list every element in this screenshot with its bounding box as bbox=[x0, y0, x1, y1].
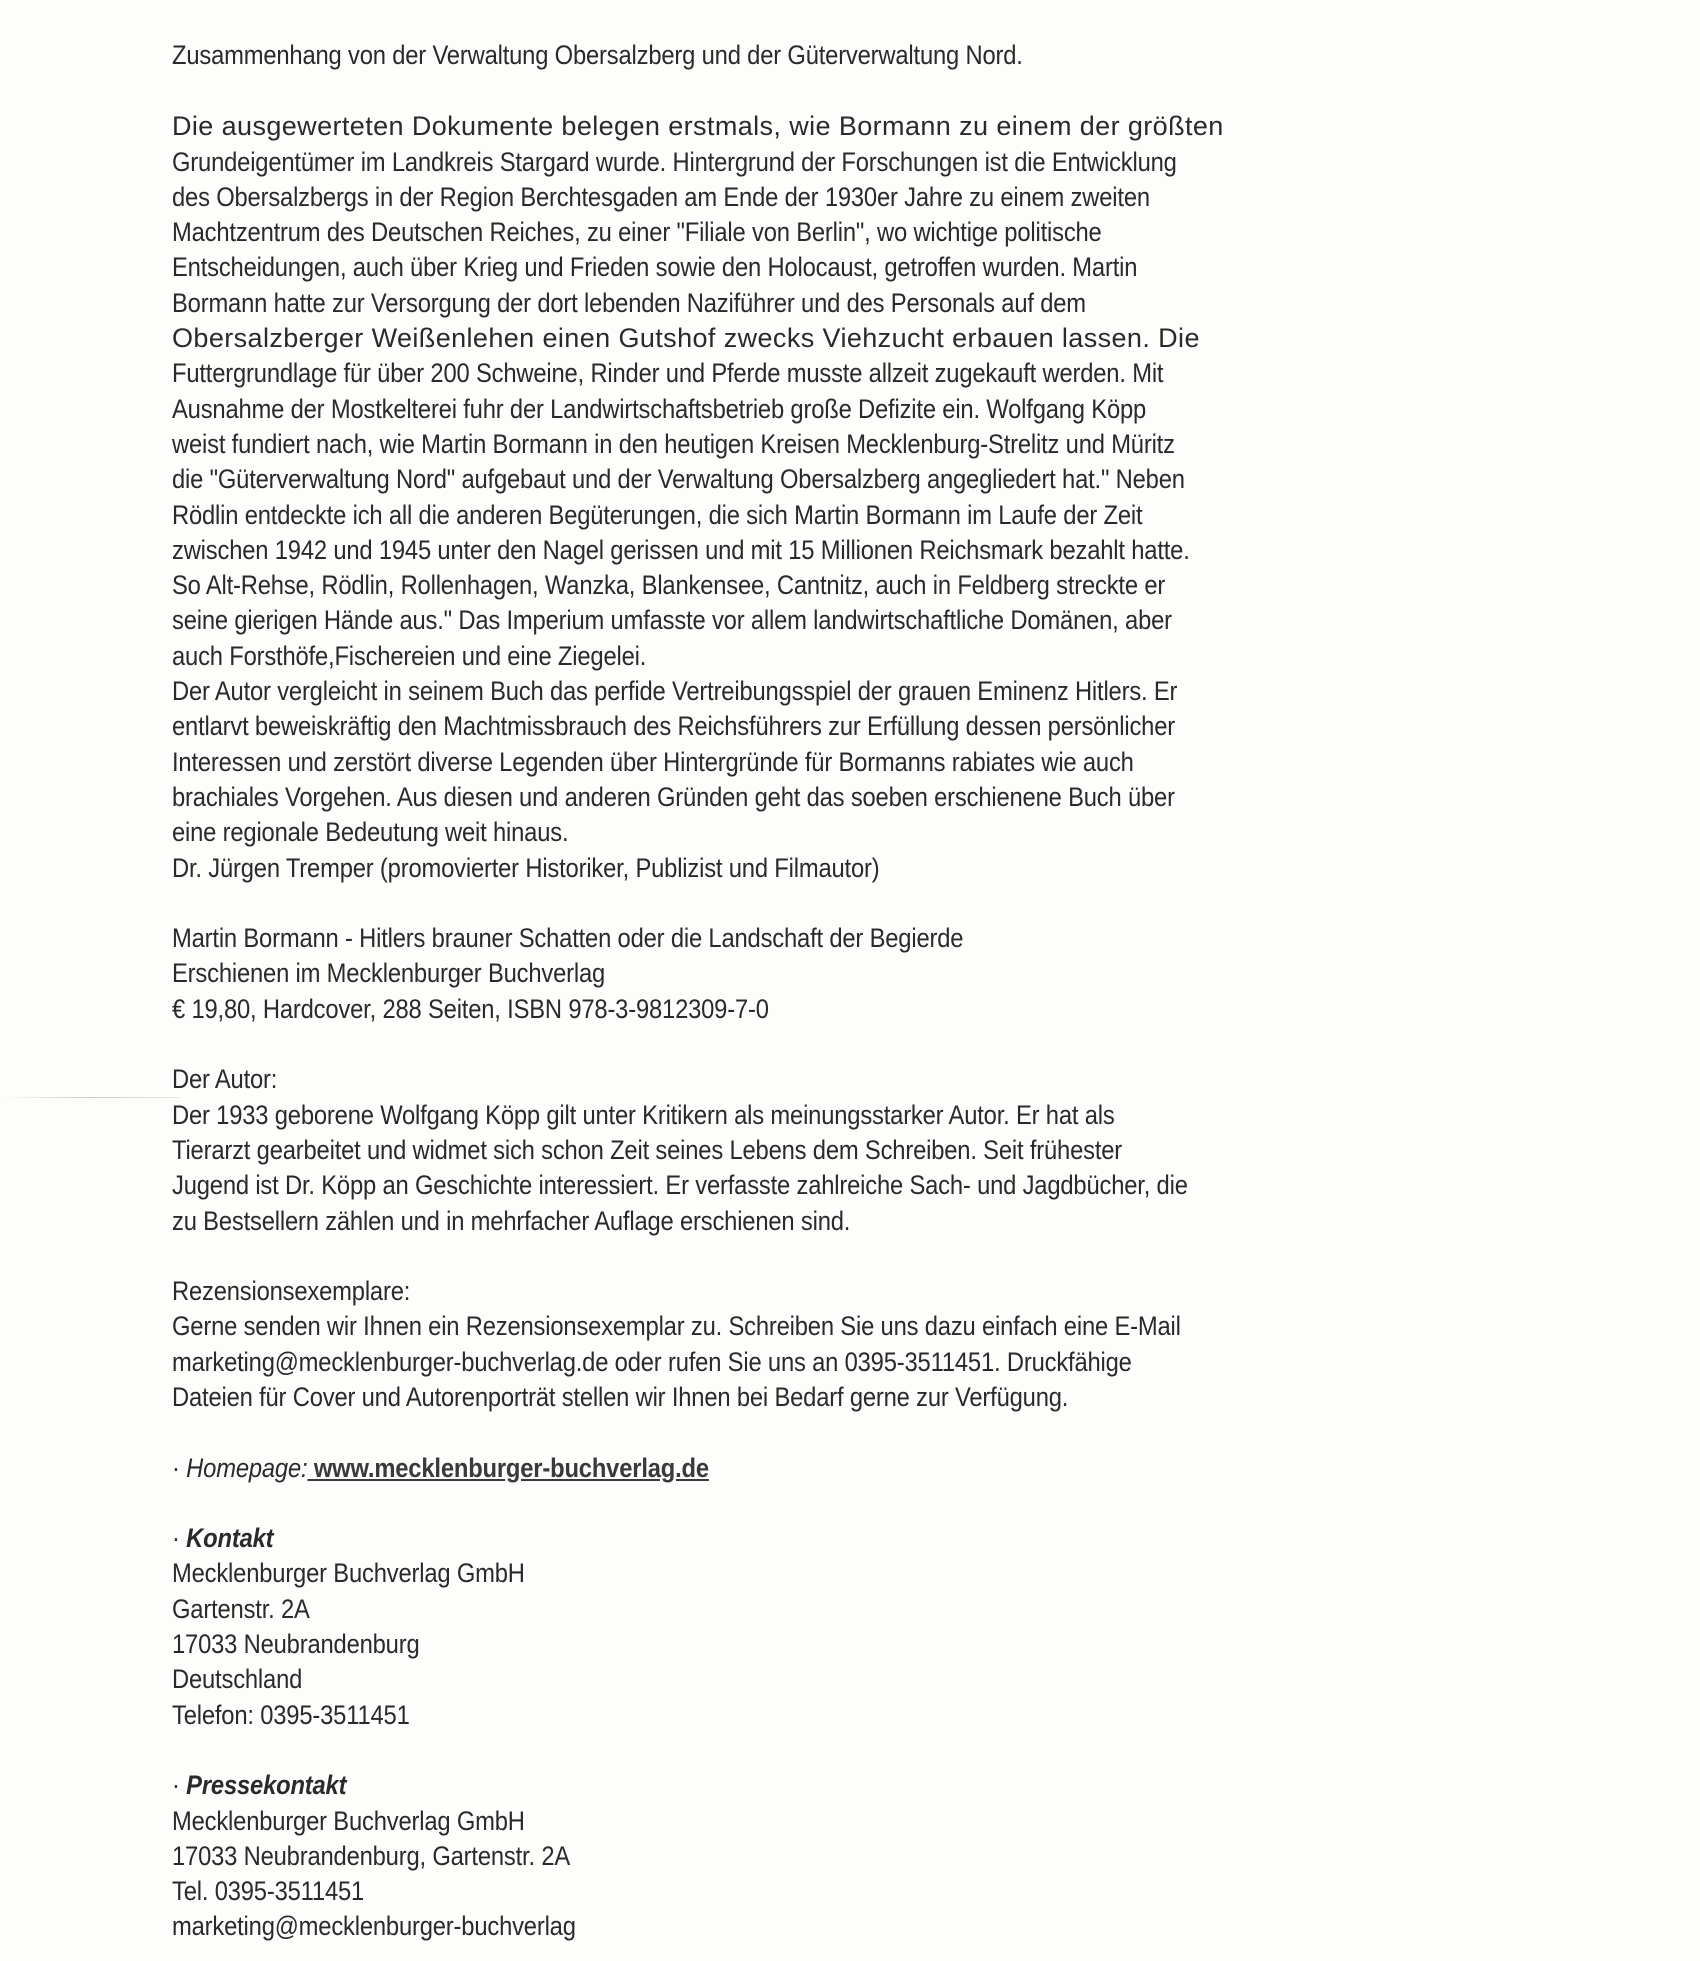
spacer bbox=[172, 1415, 1462, 1450]
contact-street: Gartenstr. 2A bbox=[172, 1593, 310, 1624]
spacer bbox=[172, 1239, 1462, 1274]
spacer bbox=[172, 1733, 1462, 1768]
text-line: Ausnahme der Mostkelterei fuhr der Landwirtschaftsbetrieb große Defizite ein. Wolfgang Köpp bbox=[172, 393, 1147, 424]
press-address: 17033 Neubrandenburg, Gartenstr. 2A bbox=[172, 1840, 571, 1871]
book-title: Martin Bormann - Hitlers brauner Schatten oder die Landschaft der Begierde bbox=[172, 923, 964, 954]
review-paragraph bbox=[172, 109, 1462, 886]
press-contact-heading-line bbox=[172, 1768, 1307, 1803]
text-line: des Obersalzbergs in der Region Berchtesgaden am Ende der 1930er Jahre zu einem zweiten bbox=[172, 181, 1150, 212]
book-price-isbn: € 19,80, Hardcover, 288 Seiten, ISBN 978-3-9812309-7-0 bbox=[172, 993, 769, 1024]
contact-heading: Kontakt bbox=[186, 1523, 274, 1554]
press-company: Mecklenburger Buchverlag GmbH bbox=[172, 1805, 525, 1836]
text-line: Rödlin entdeckte ich all die anderen Begüterungen, die sich Martin Bormann im Laufe der Zeit bbox=[172, 499, 1143, 530]
text-line: So Alt-Rehse, Rödlin, Rollenhagen, Wanzka, Blankensee, Cantnitz, auch in Feldberg streckte er bbox=[172, 570, 1166, 601]
homepage-link[interactable]: www.mecklenburger-buchverlag.de bbox=[307, 1452, 709, 1483]
text-line: marketing@mecklenburger-buchverlag.de oder rufen Sie uns an 0395-3511451. Druckfähige bbox=[172, 1346, 1132, 1377]
review-copies-section bbox=[172, 1274, 1462, 1415]
text-line: entlarvt beweiskräftig den Machtmissbrauch des Reichsführers zur Erfüllung dessen persönlicher bbox=[172, 711, 1175, 742]
text-line: Dateien für Cover und Autorenporträt stellen wir Ihnen bei Bedarf gerne zur Verfügung. bbox=[172, 1381, 1069, 1412]
text-line: Obersalzberger Weißenlehen einen Gutshof zwecks Viehzucht erbauen lassen. Die bbox=[172, 323, 1200, 354]
press-email: marketing@mecklenburger-buchverlag bbox=[172, 1911, 576, 1942]
press-phone: Tel. 0395-3511451 bbox=[172, 1876, 365, 1907]
text-line: Bormann hatte zur Versorgung der dort lebenden Naziführer und des Personals auf dem bbox=[172, 287, 1086, 318]
text-line: Die ausgewerteten Dokumente belegen erstmals, wie Bormann zu einem der größten bbox=[172, 111, 1224, 142]
book-publisher: Erschienen im Mecklenburger Buchverlag bbox=[172, 958, 606, 989]
contact-city: 17033 Neubrandenburg bbox=[172, 1629, 420, 1660]
text-line: Tierarzt gearbeitet und widmet sich schon Zeit seines Lebens dem Schreiben. Seit frühester bbox=[172, 1134, 1123, 1165]
text-line: Futtergrundlage für über 200 Schweine, Rinder und Pferde musste allzeit zugekauft werden. Mit bbox=[172, 358, 1164, 389]
text-line: eine regionale Bedeutung weit hinaus. bbox=[172, 817, 569, 848]
homepage-label: Homepage: bbox=[186, 1452, 308, 1483]
spacer bbox=[172, 886, 1462, 921]
intro-line: Zusammenhang von der Verwaltung Obersalzberg und der Güterverwaltung Nord. bbox=[172, 40, 1023, 70]
contact-heading-line bbox=[172, 1521, 1307, 1556]
contact-company: Mecklenburger Buchverlag GmbH bbox=[172, 1558, 525, 1589]
bullet-icon: · bbox=[172, 1523, 180, 1554]
text-line: Der Autor vergleicht in seinem Buch das perfide Vertreibungsspiel der grauen Eminenz Hitlers. Er bbox=[172, 676, 1178, 707]
text-line: weist fundiert nach, wie Martin Bormann in den heutigen Kreisen Mecklenburg-Strelitz und Müritz bbox=[172, 428, 1175, 459]
document-page bbox=[172, 38, 1462, 1945]
text-line: seine gierigen Hände aus." Das Imperium umfasste vor allem landwirtschaftliche Domänen, aber bbox=[172, 605, 1172, 636]
author-heading: Der Autor: bbox=[172, 1064, 278, 1095]
text-line: Interessen und zerstört diverse Legenden über Hintergründe für Bormanns rabiates wie auch bbox=[172, 746, 1134, 777]
spacer bbox=[172, 1027, 1462, 1062]
bullet-icon: · bbox=[172, 1770, 180, 1801]
bullet-icon: · bbox=[172, 1452, 180, 1483]
text-line: auch Forsthöfe,Fischereien und eine Ziegelei. bbox=[172, 640, 647, 671]
review-copies-heading: Rezensionsexemplare: bbox=[172, 1276, 411, 1307]
text-line: Entscheidungen, auch über Krieg und Frieden sowie den Holocaust, getroffen wurden. Martin bbox=[172, 252, 1138, 283]
text-line: Grundeigentümer im Landkreis Stargard wurde. Hintergrund der Forschungen ist die Entwicklung bbox=[172, 146, 1177, 177]
reviewer-signature: Dr. Jürgen Tremper (promovierter Historiker, Publizist und Filmautor) bbox=[172, 852, 880, 883]
text-line: zu Bestsellern zählen und in mehrfacher Auflage erschienen sind. bbox=[172, 1205, 851, 1236]
press-contact-heading: Pressekontakt bbox=[186, 1770, 347, 1801]
text-line: Machtzentrum des Deutschen Reiches, zu einer "Filiale von Berlin", wo wichtige politische bbox=[172, 217, 1102, 248]
spacer bbox=[172, 73, 1462, 109]
contact-phone: Telefon: 0395-3511451 bbox=[172, 1699, 410, 1730]
contact-section bbox=[172, 1521, 1462, 1733]
spacer bbox=[172, 1486, 1462, 1521]
text-line: die "Güterverwaltung Nord" aufgebaut und der Verwaltung Obersalzberg angegliedert hat." Neben bbox=[172, 464, 1185, 495]
text-line: zwischen 1942 und 1945 unter den Nagel gerissen und mit 15 Millionen Reichsmark bezahlt hatte. bbox=[172, 534, 1190, 565]
press-contact-section bbox=[172, 1768, 1462, 1944]
text-line: Gerne senden wir Ihnen ein Rezensionsexemplar zu. Schreiben Sie uns dazu einfach eine E-Mail bbox=[172, 1311, 1181, 1342]
author-section bbox=[172, 1062, 1462, 1238]
homepage-line bbox=[172, 1451, 1307, 1486]
text-line: Jugend ist Dr. Köpp an Geschichte interessiert. Er verfasste zahlreiche Sach- und Jagdbücher, die bbox=[172, 1170, 1188, 1201]
book-info bbox=[172, 921, 1462, 1027]
text-line: Der 1933 geborene Wolfgang Köpp gilt unter Kritikern als meinungsstarker Autor. Er hat als bbox=[172, 1099, 1115, 1130]
text-line: brachiales Vorgehen. Aus diesen und anderen Gründen geht das soeben erschienene Buch über bbox=[172, 781, 1175, 812]
scan-artifact-line bbox=[0, 1097, 180, 1098]
contact-country: Deutschland bbox=[172, 1664, 303, 1695]
